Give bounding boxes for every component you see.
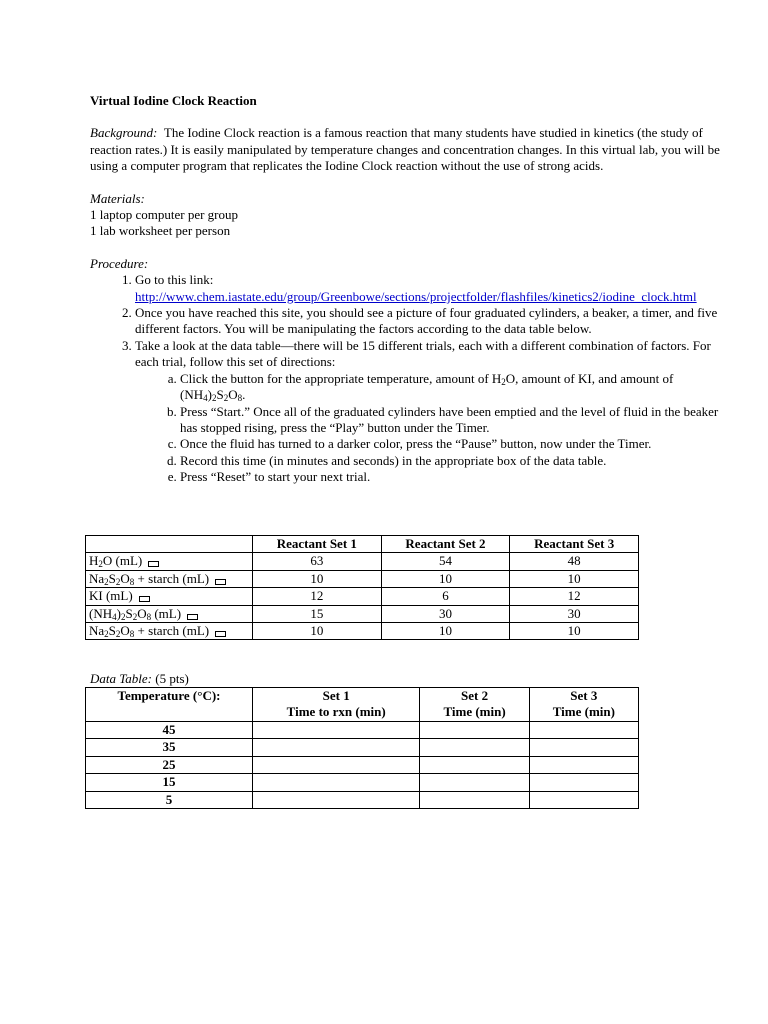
expand-box-icon [187, 614, 198, 620]
table-row [86, 722, 639, 739]
reactant-header-set3: Reactant Set 3 [510, 536, 639, 553]
temperature-cell: 25 [86, 756, 253, 773]
time-input-cell[interactable] [420, 739, 529, 756]
procedure-step-3: 3. Take a look at the data table—there will be 15 different trials, each with a different combination of factors. For each trial, follow this set of directions: a. Click the button for the appropriate temperature, amount of $H_2O$, amount of KI, and amount of $(NH_4)_2S_2O_8$. b. Press “Start.” Once all of the graduated cylinders have been emptied and the level of fluid in the beaker has stopped rising, press the “Play” button under the Timer. c. Once the fluid has turned to a darker color, press the “Pause” button, now under the Timer. d. Record this time (in minutes and seconds) in the appropriate box of the data table. e. Press “Reset” to start your next trial. [135, 338, 720, 486]
time-input-cell[interactable] [529, 739, 638, 756]
materials-item: 1 lab worksheet per person [90, 223, 231, 239]
reactant-label-h2o: $H_2O$ (mL) [86, 553, 253, 570]
substep-a: a. Click the button for the appropriate temperature, amount of $H_2O$, amount of KI, and amount of $(NH_4)_2S_2O_8$. [180, 371, 720, 404]
time-input-cell[interactable] [529, 722, 638, 739]
table-row: KI (mL) 12 6 12 [86, 588, 639, 605]
header-set2: Set 2 Time (min) [420, 688, 529, 722]
reactant-header-set2: Reactant Set 2 [381, 536, 510, 553]
reactant-table [85, 535, 639, 640]
reactant-label-persulfate: $(NH_4)_2S_2O_8$ (mL) [86, 605, 253, 622]
time-input-cell[interactable] [420, 774, 529, 791]
table-row [86, 756, 639, 773]
reactant-label-ki: KI (mL) [86, 588, 253, 605]
reactant-header-set1: Reactant Set 1 [253, 536, 382, 553]
background-label: Background: [90, 125, 158, 141]
expand-box-icon [148, 561, 159, 567]
temperature-cell: 35 [86, 739, 253, 756]
time-input-cell[interactable] [420, 722, 529, 739]
procedure-step-1: 1. Go to this link: http://www.chem.iastate.edu/group/Greenbowe/sections/projectfolder/flashfiles/kinetics2/iodine_clock.html [135, 272, 720, 305]
substep-d: d. Record this time (in minutes and seconds) in the appropriate box of the data table. [180, 453, 720, 469]
reactant-label-thiosulfate-2: $Na_2S_2O_8$ + starch (mL) [86, 623, 253, 640]
procedure-list [90, 272, 720, 485]
procedure-step-2: 2. Once you have reached this site, you should see a picture of four graduated cylinders, a beaker, a timer, and five different factors. You will be manipulating the factors according to the data table below. [135, 305, 720, 338]
document-body [90, 93, 720, 486]
materials-section [90, 191, 720, 240]
data-table [85, 687, 639, 809]
header-set1: Set 1 Time to rxn (min) [253, 688, 420, 722]
materials-item: 1 laptop computer per group [90, 207, 239, 223]
time-input-cell[interactable] [253, 739, 420, 756]
substep-e: e. Press “Reset” to start your next trial. [180, 469, 720, 485]
temperature-cell: 45 [86, 722, 253, 739]
table-row [86, 739, 639, 756]
expand-box-icon [139, 596, 150, 602]
time-input-cell[interactable] [529, 756, 638, 773]
background-paragraph [90, 125, 720, 174]
page-title: Virtual Iodine Clock Reaction [90, 93, 257, 108]
expand-box-icon [215, 631, 226, 637]
substep-b: b. Press “Start.” Once all of the graduated cylinders have been emptied and the level of fluid in the beaker has stopped rising, press the “Play” button under the Timer. [180, 404, 720, 437]
table-row: $Na_2S_2O_8$ + starch (mL) 10 10 10 [86, 570, 639, 587]
materials-label: Materials: [90, 190, 145, 206]
procedure-substeps [135, 371, 720, 486]
expand-box-icon [215, 579, 226, 585]
time-input-cell[interactable] [529, 791, 638, 808]
procedure-section [90, 256, 720, 486]
table-row: $Na_2S_2O_8$ + starch (mL) 10 10 10 [86, 623, 639, 640]
background-text: The Iodine Clock reaction is a famous reaction that many students have studied in kinetics (the study of reaction rates.) It is easily manipulated by temperature changes and concentration changes. In this virtual lab, you will be using a computer program that replicates the Iodine Clock reaction without the use of strong acids. [90, 125, 720, 174]
time-input-cell[interactable] [253, 791, 420, 808]
simulation-link[interactable]: http://www.chem.iastate.edu/group/Greenbowe/sections/projectfolder/flashfiles/kinetics2/iodine_clock.html [135, 288, 697, 304]
time-input-cell[interactable] [253, 774, 420, 791]
substep-c: c. Once the fluid has turned to a darker color, press the “Pause” button, now under the Timer. [180, 436, 720, 452]
temperature-cell: 5 [86, 791, 253, 808]
time-input-cell[interactable] [420, 791, 529, 808]
reactant-label-thiosulfate: $Na_2S_2O_8$ + starch (mL) [86, 570, 253, 587]
table-row [86, 791, 639, 808]
data-header-row [86, 688, 639, 722]
time-input-cell[interactable] [420, 756, 529, 773]
time-input-cell[interactable] [253, 756, 420, 773]
reactant-header-blank [86, 536, 253, 553]
table-row [86, 774, 639, 791]
data-table-caption: Data Table: (5 pts) [90, 671, 189, 686]
temperature-cell: 15 [86, 774, 253, 791]
time-input-cell[interactable] [253, 722, 420, 739]
time-input-cell[interactable] [529, 774, 638, 791]
procedure-label: Procedure: [90, 255, 149, 271]
table-row: $(NH_4)_2S_2O_8$ (mL) 15 30 30 [86, 605, 639, 622]
reactant-header-row [86, 536, 639, 553]
header-temperature: Temperature (°C): [86, 688, 253, 722]
header-set3: Set 3 Time (min) [529, 688, 638, 722]
table-row: $H_2O$ (mL) 63 54 48 [86, 553, 639, 570]
